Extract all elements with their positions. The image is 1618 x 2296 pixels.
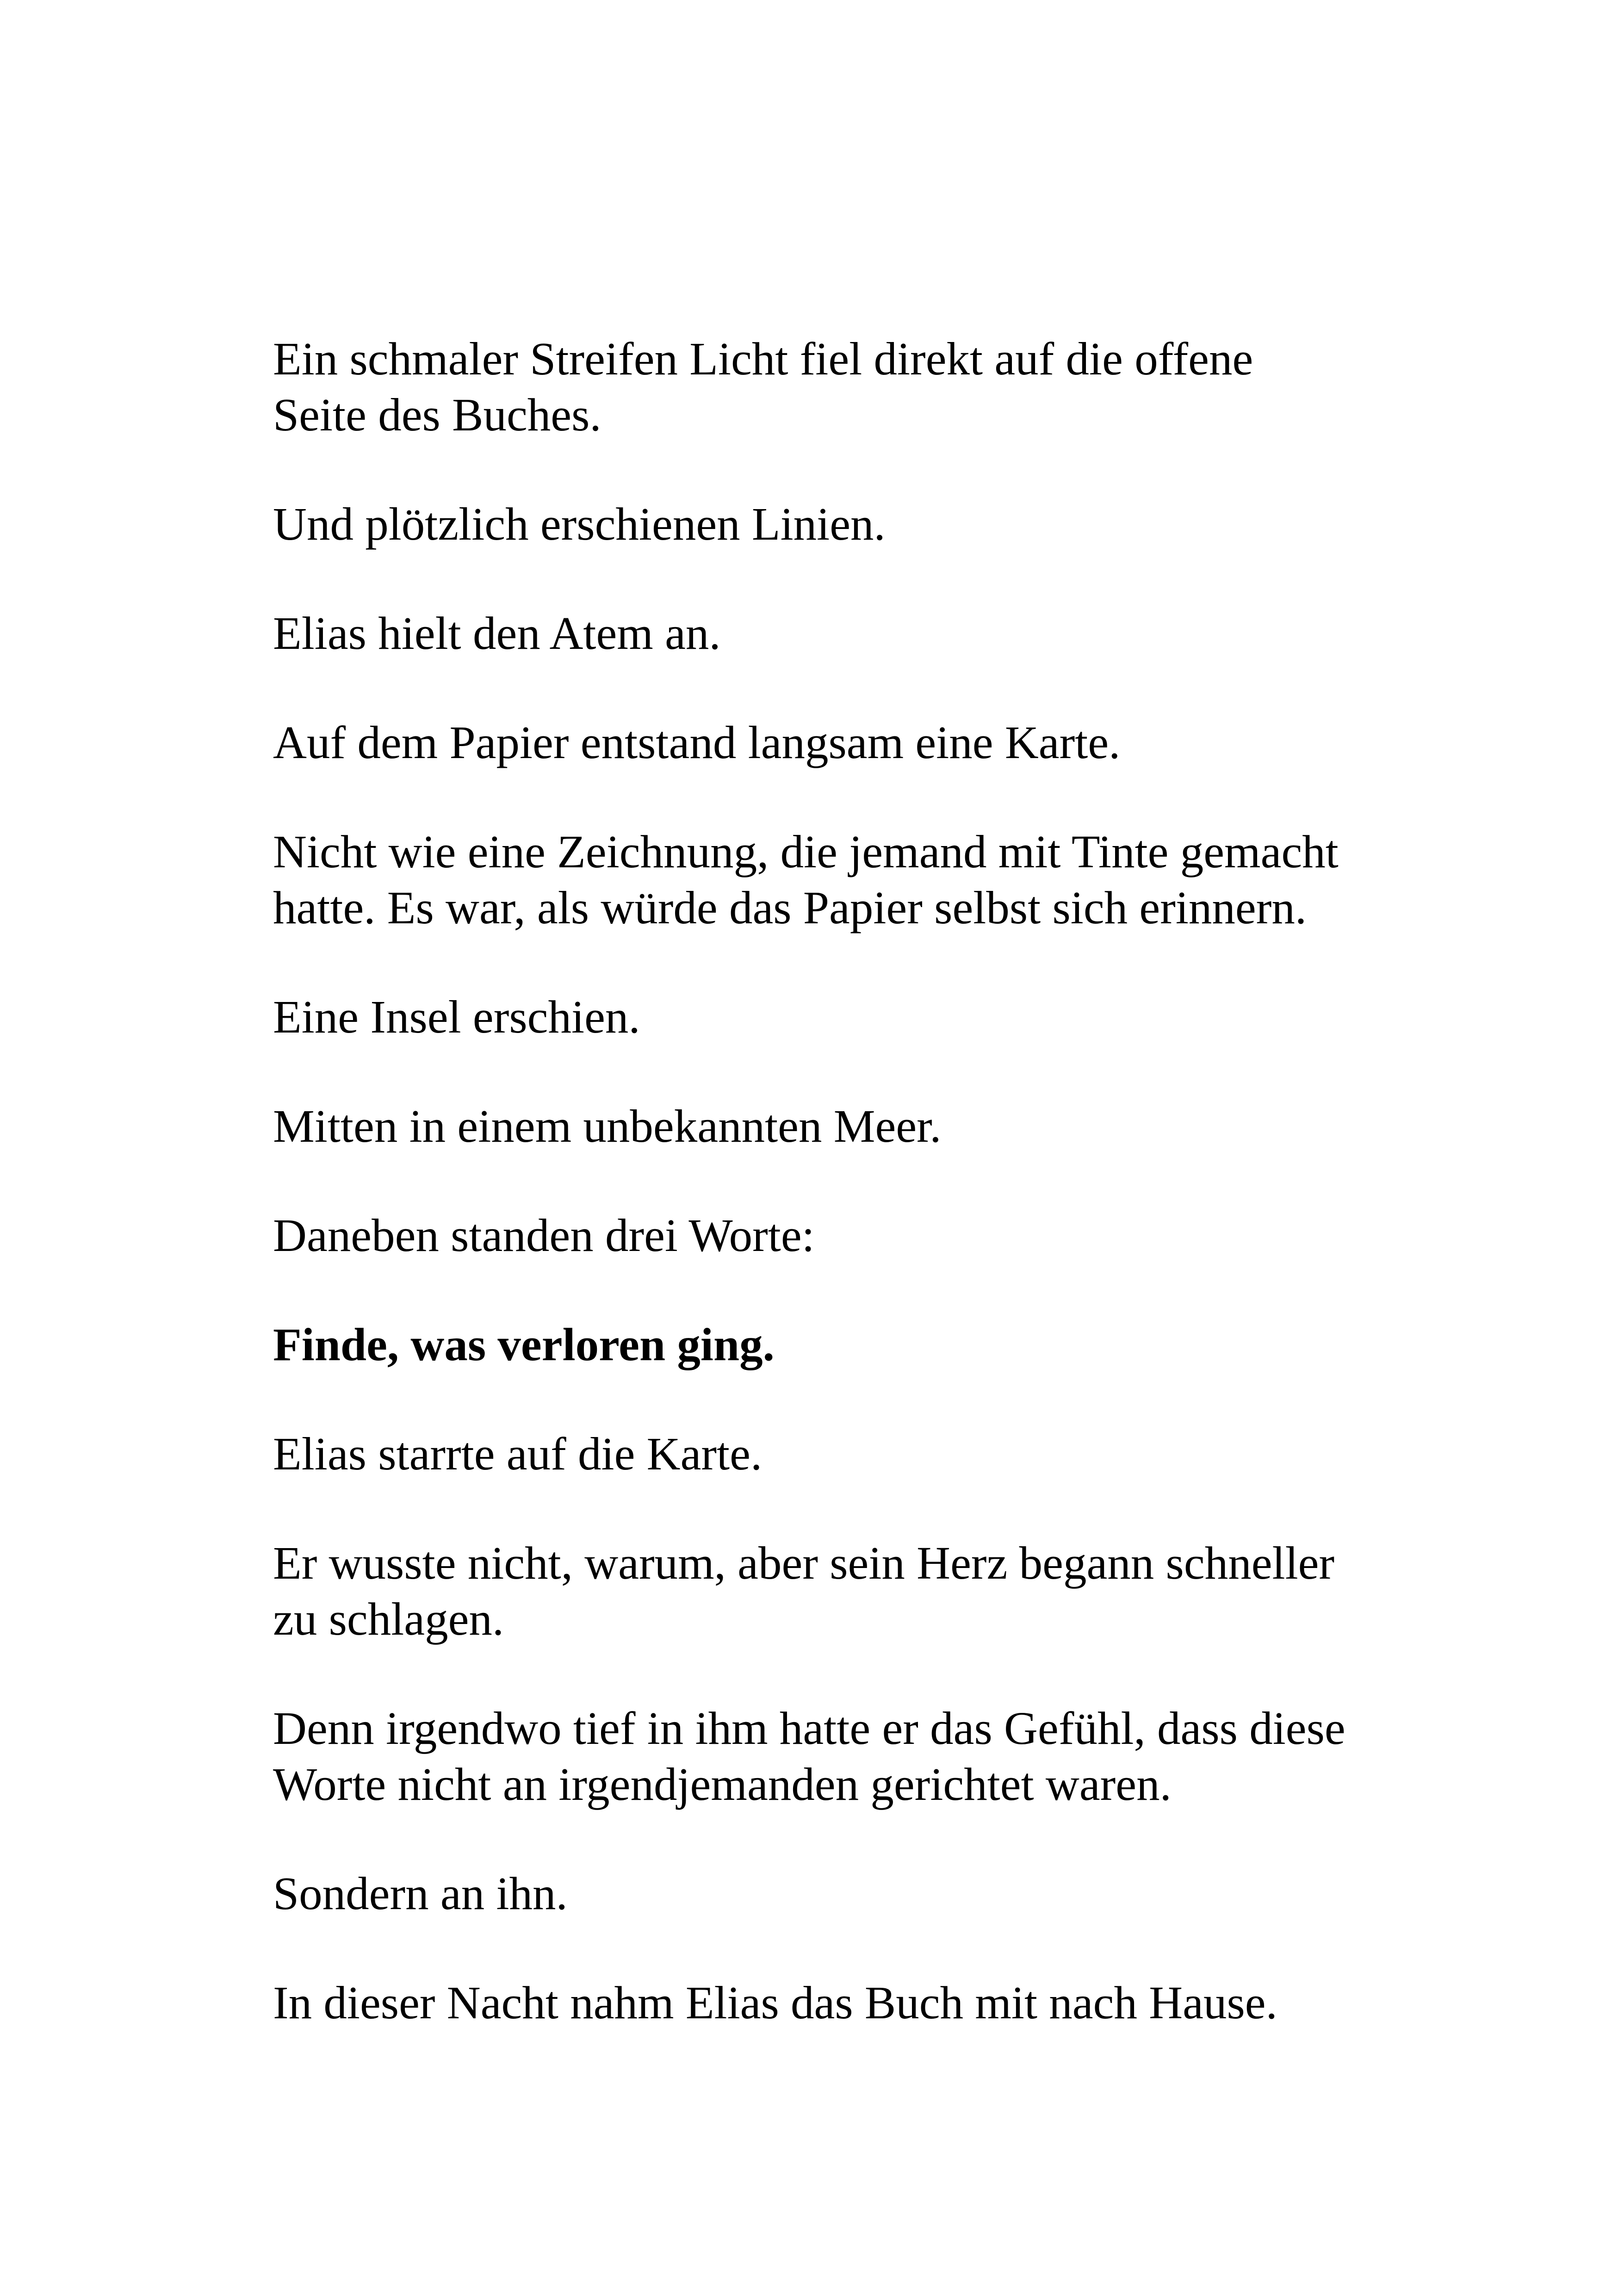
paragraph-4: Auf dem Papier entstand langsam eine Karte.	[273, 716, 1121, 768]
paragraph-13: Sondern an ihn.	[273, 1867, 568, 1919]
paragraph-1: Ein schmaler Streifen Licht fiel direkt auf die offene Seite des Buches.	[273, 333, 1253, 441]
paragraph-7: Mitten in einem unbekannten Meer.	[273, 1100, 942, 1152]
paragraph-12: Denn irgendwo tief in ihm hatte er das Gefühl, dass diese Worte nicht an irgendjemanden gerichtet waren.	[273, 1702, 1345, 1810]
paragraph-3: Elias hielt den Atem an.	[273, 607, 721, 659]
paragraph-9-emphasis: Finde, was verloren ging.	[273, 1319, 775, 1370]
story-text	[273, 331, 1407, 2084]
paragraph-11: Er wusste nicht, warum, aber sein Herz begann schneller zu schlagen.	[273, 1537, 1335, 1645]
paragraph-6: Eine Insel erschien.	[273, 991, 640, 1043]
paragraph-14: In dieser Nacht nahm Elias das Buch mit nach Hause.	[273, 1977, 1277, 2028]
paragraph-5: Nicht wie eine Zeichnung, die jemand mit Tinte gemacht hatte. Es war, als würde das Papier selbst sich erinnern.	[273, 826, 1339, 933]
paragraph-8: Daneben standen drei Worte:	[273, 1209, 815, 1261]
paragraph-2: Und plötzlich erschienen Linien.	[273, 498, 886, 550]
paragraph-10: Elias starrte auf die Karte.	[273, 1428, 763, 1480]
